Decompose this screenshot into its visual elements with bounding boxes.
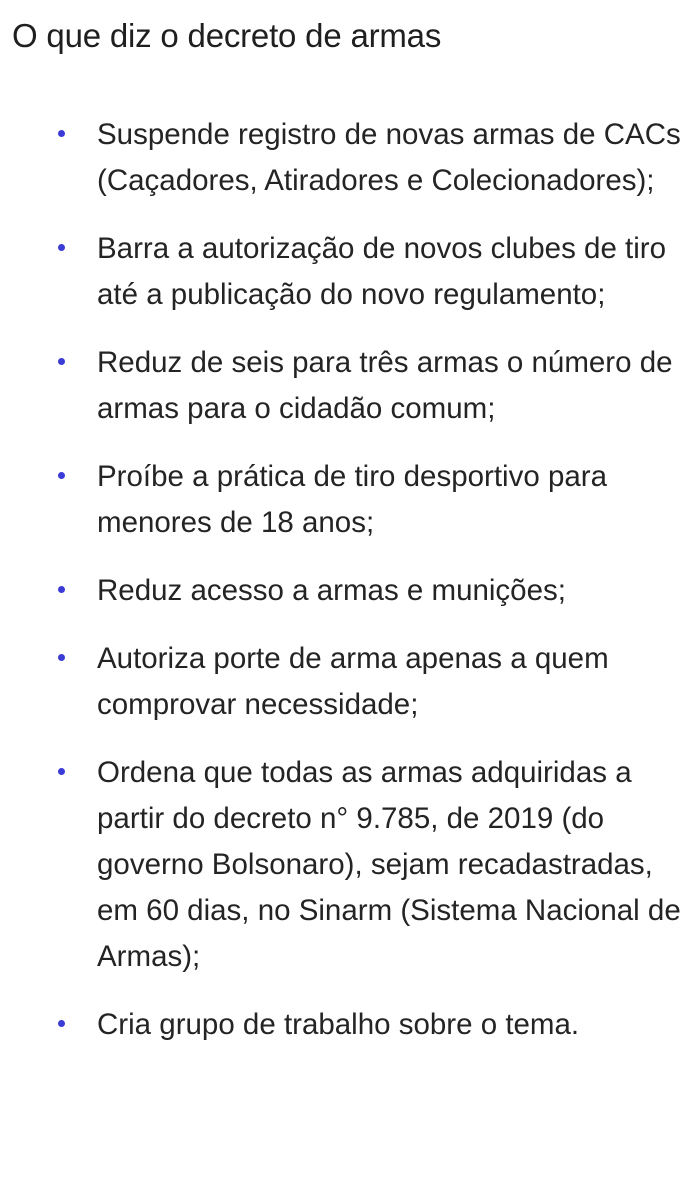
bullet-dot-icon — [58, 586, 65, 593]
list-item — [0, 226, 694, 318]
list-item-text: Autoriza porte de arma apenas a quem comprovar necessidade; — [97, 642, 609, 721]
list-item — [0, 112, 694, 204]
bullet-dot-icon — [58, 244, 65, 251]
list-item-text: Barra a autorização de novos clubes de tiro até a publicação do novo regulamento; — [97, 232, 667, 311]
list-item — [0, 568, 694, 614]
list-item — [0, 750, 694, 980]
list-item-text: Reduz acesso a armas e munições; — [97, 574, 566, 607]
list-item-text: Reduz de seis para três armas o número de armas para o cidadão comum; — [97, 346, 673, 425]
list-item-text: Proíbe a prática de tiro desportivo para menores de 18 anos; — [97, 460, 607, 539]
bullet-dot-icon — [58, 654, 65, 661]
bullet-dot-icon — [58, 358, 65, 365]
list-item-text: Cria grupo de trabalho sobre o tema. — [97, 1008, 580, 1041]
decree-bullet-list — [0, 112, 694, 1070]
bullet-dot-icon — [58, 768, 65, 775]
bullet-dot-icon — [58, 130, 65, 137]
list-item — [0, 340, 694, 432]
list-item — [0, 1002, 694, 1048]
list-item-text: Suspende registro de novas armas de CACs (Caçadores, Atiradores e Colecionadores); — [97, 118, 681, 197]
page-title: O que diz o decreto de armas — [12, 17, 442, 54]
list-item — [0, 636, 694, 728]
bullet-dot-icon — [58, 1020, 65, 1027]
bullet-dot-icon — [58, 472, 65, 479]
list-item-text: Ordena que todas as armas adquiridas a partir do decreto n° 9.785, de 2019 (do governo Bolsonaro), sejam recadastradas, em 60 dias, no Sinarm (Sistema Nacional de Armas); — [97, 756, 681, 973]
list-item — [0, 454, 694, 546]
